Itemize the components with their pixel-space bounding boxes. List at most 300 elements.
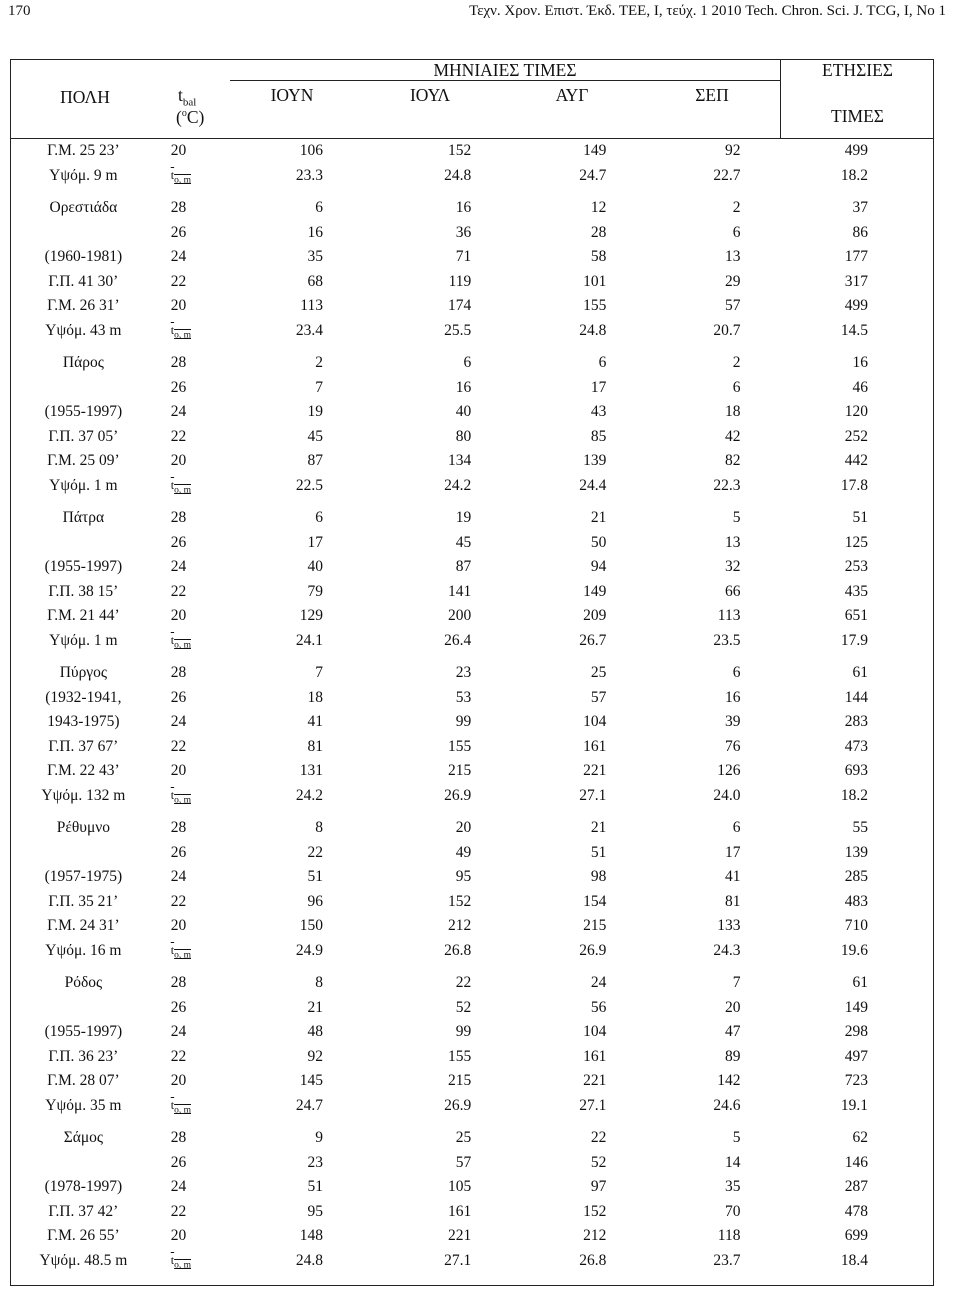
station-info-cell: Γ.Μ. 25 09’ — [47, 452, 120, 470]
tbal-cell: 26 — [170, 1153, 187, 1171]
jul-value: 141 — [448, 582, 472, 600]
sep-value: 126 — [717, 762, 741, 780]
jun-value: 24.1 — [295, 631, 323, 649]
sep-value: 41 — [724, 868, 741, 886]
jun-value: 23 — [307, 1153, 323, 1171]
col-header-jul: ΙΟΥΛ — [409, 85, 451, 105]
tbal-cell: 20 — [170, 607, 187, 625]
table-row — [10, 784, 934, 809]
jun-value: 48 — [307, 1023, 323, 1041]
jul-value: 36 — [455, 223, 472, 241]
jun-value: 106 — [299, 142, 323, 160]
jul-value: 25 — [455, 1129, 472, 1147]
jul-value: 52 — [455, 998, 472, 1016]
station-info-cell: Ρόδος — [64, 974, 103, 992]
station-info-cell: Γ.Π. 37 05’ — [48, 427, 119, 445]
annual-value: 699 — [844, 1227, 868, 1245]
tbal-cell: 28 — [170, 974, 187, 992]
station-info-cell: Υψόμ. 1 m — [49, 631, 118, 649]
tom-subscript: o, m — [174, 795, 191, 806]
annual-value: 298 — [844, 1023, 868, 1041]
jul-value: 57 — [455, 1153, 472, 1171]
tbal-cell: 28 — [170, 664, 187, 682]
station-info-cell — [10, 1151, 157, 1176]
sep-value: 20.7 — [713, 321, 741, 339]
tom-subscript: o, m — [174, 640, 191, 651]
aug-value: 221 — [583, 762, 607, 780]
aug-value: 57 — [590, 688, 607, 706]
station-info-cell: Σάμος — [63, 1129, 104, 1147]
tom-letter: t — [170, 478, 175, 493]
table-row — [10, 139, 934, 164]
station-info-cell: Υψόμ. 1 m — [49, 476, 118, 494]
station-info-cell: Γ.Π. 36 23’ — [48, 1047, 119, 1065]
tbal-unit-degree: o — [181, 108, 187, 120]
jun-value: 95 — [307, 1202, 323, 1220]
sep-value: 6 — [732, 664, 741, 682]
jun-value: 96 — [307, 892, 323, 910]
annual-value: 51 — [852, 509, 868, 527]
sep-value: 14 — [724, 1153, 741, 1171]
station-info-cell: Υψόμ. 35 m — [45, 1096, 122, 1114]
tom-subscript: o, m — [174, 1105, 191, 1116]
table-row — [10, 351, 934, 376]
tbal-cell: 26 — [170, 533, 187, 551]
jul-value: 87 — [455, 558, 472, 576]
mean-temp-symbol — [157, 939, 235, 964]
row-spacer — [10, 963, 934, 971]
aug-value: 21 — [590, 819, 607, 837]
tbal-unit-open: ( — [176, 107, 182, 127]
sep-value: 2 — [732, 199, 741, 217]
sep-value: 24.3 — [713, 941, 741, 959]
tbal-cell: 20 — [170, 297, 187, 315]
table-row — [10, 400, 934, 425]
aug-value: 26.8 — [579, 1251, 607, 1269]
jun-value: 40 — [307, 558, 323, 576]
sep-value: 5 — [732, 509, 741, 527]
annual-value: 177 — [844, 248, 868, 266]
station-info-cell: Ρέθυμνο — [56, 819, 111, 837]
jul-value: 80 — [455, 427, 472, 445]
tbal-cell: 24 — [170, 868, 187, 886]
page-number: 170 — [8, 3, 31, 19]
annual-value: 139 — [844, 843, 868, 861]
jul-value: 212 — [448, 917, 472, 935]
table-row — [10, 759, 934, 784]
jul-value: 161 — [448, 1202, 472, 1220]
tbal-cell: 26 — [170, 378, 187, 396]
aug-value: 58 — [590, 248, 607, 266]
table-row — [10, 164, 934, 189]
tom-letter: t — [170, 168, 175, 183]
sep-value: 20 — [724, 998, 741, 1016]
col-header-annual-1: ΕΤΗΣΙΕΣ — [822, 60, 893, 80]
tom-subscript: o, m — [174, 175, 191, 186]
tbal-cell: 28 — [170, 354, 187, 372]
jun-value: 19 — [307, 403, 323, 421]
jul-value: 119 — [448, 272, 472, 290]
tbal-cell: 28 — [170, 199, 187, 217]
annual-value: 17.8 — [840, 476, 868, 494]
aug-value: 24.8 — [579, 321, 607, 339]
tom-letter: t — [170, 1253, 175, 1268]
jun-value: 8 — [315, 974, 323, 992]
table-row — [10, 996, 934, 1021]
aug-value: 221 — [583, 1072, 607, 1090]
tbal-cell: 26 — [170, 998, 187, 1016]
jul-value: 24.2 — [444, 476, 472, 494]
jun-value: 7 — [315, 664, 323, 682]
table-row — [10, 555, 934, 580]
annual-value: 651 — [844, 607, 868, 625]
mean-temp-symbol — [157, 1249, 235, 1274]
table-row — [10, 425, 934, 450]
col-header-aug: ΑΥΓ — [555, 85, 589, 105]
annual-value: 710 — [844, 917, 868, 935]
sep-value: 133 — [717, 917, 741, 935]
jun-value: 129 — [299, 607, 323, 625]
annual-value: 18.2 — [840, 166, 868, 184]
annual-value: 61 — [852, 664, 868, 682]
table-row — [10, 1249, 934, 1274]
jun-value: 24.9 — [295, 941, 323, 959]
tbal-cell: 24 — [170, 248, 187, 266]
aug-value: 161 — [583, 737, 607, 755]
jul-value: 26.9 — [444, 786, 472, 804]
jun-value: 45 — [307, 427, 323, 445]
tbal-unit-label: C) — [186, 107, 205, 127]
annual-value: 435 — [844, 582, 868, 600]
aug-value: 152 — [583, 1202, 607, 1220]
annual-value: 18.4 — [840, 1251, 868, 1269]
annual-value: 473 — [844, 737, 868, 755]
aug-value: 22 — [590, 1129, 607, 1147]
tbal-cell: 24 — [170, 1023, 187, 1041]
annual-value: 86 — [852, 223, 868, 241]
jun-value: 68 — [307, 272, 323, 290]
row-spacer — [10, 653, 934, 661]
jul-value: 71 — [455, 248, 472, 266]
station-info-cell — [10, 221, 157, 246]
table-row — [10, 245, 934, 270]
sep-value: 23.7 — [713, 1251, 741, 1269]
annual-value: 442 — [844, 452, 868, 470]
jul-value: 27.1 — [444, 1251, 472, 1269]
aug-value: 12 — [590, 199, 607, 217]
tbal-cell: 20 — [170, 917, 187, 935]
annual-value: 253 — [844, 558, 868, 576]
table-row — [10, 841, 934, 866]
annual-value: 283 — [844, 713, 868, 731]
jul-value: 26.4 — [444, 631, 472, 649]
station-info-cell: 1943-1975) — [47, 713, 120, 731]
sep-value: 29 — [724, 272, 741, 290]
jun-value: 22 — [307, 843, 323, 861]
jun-value: 7 — [315, 378, 323, 396]
tbal-symbol: t — [178, 85, 183, 105]
degree-days-table — [10, 139, 934, 1273]
row-spacer — [10, 343, 934, 351]
station-info-cell — [10, 376, 157, 401]
station-info-cell: Υψόμ. 48.5 m — [39, 1251, 128, 1269]
station-info-cell: (1978-1997) — [44, 1178, 123, 1196]
mean-temp-symbol — [157, 164, 235, 189]
sep-value: 13 — [724, 533, 741, 551]
jul-value: 105 — [448, 1178, 472, 1196]
jul-value: 6 — [463, 354, 472, 372]
aug-value: 26.7 — [579, 631, 607, 649]
station-info-cell: Γ.Π. 41 30’ — [48, 272, 119, 290]
jun-value: 92 — [307, 1047, 323, 1065]
aug-value: 209 — [583, 607, 607, 625]
table-body — [10, 139, 934, 1273]
jul-value: 95 — [455, 868, 472, 886]
aug-value: 17 — [590, 378, 607, 396]
jul-value: 19 — [455, 509, 472, 527]
tbal-cell: 20 — [170, 1072, 187, 1090]
sep-value: 16 — [724, 688, 741, 706]
station-info-cell: Γ.Π. 37 67’ — [48, 737, 119, 755]
jun-value: 51 — [307, 868, 323, 886]
jun-value: 8 — [315, 819, 323, 837]
aug-value: 6 — [598, 354, 607, 372]
jun-value: 145 — [299, 1072, 323, 1090]
station-info-cell — [10, 996, 157, 1021]
aug-value: 24 — [590, 974, 607, 992]
tbal-cell: 22 — [170, 272, 187, 290]
jun-value: 87 — [307, 452, 323, 470]
tbal-cell: 22 — [170, 427, 187, 445]
aug-value: 149 — [583, 142, 607, 160]
tbal-cell: 20 — [170, 452, 187, 470]
station-info-cell: (1957-1975) — [44, 868, 123, 886]
jun-value: 22.5 — [295, 476, 323, 494]
station-info-cell: Υψόμ. 43 m — [45, 321, 122, 339]
station-info-cell: Γ.Π. 37 42’ — [48, 1202, 119, 1220]
sep-value: 32 — [724, 558, 741, 576]
jul-value: 134 — [448, 452, 472, 470]
station-info-cell: Υψόμ. 9 m — [49, 166, 118, 184]
aug-value: 26.9 — [579, 941, 607, 959]
tom-subscript: o, m — [174, 950, 191, 961]
sep-value: 24.0 — [713, 786, 741, 804]
annual-value: 478 — [844, 1202, 868, 1220]
jun-value: 17 — [307, 533, 323, 551]
jun-value: 41 — [307, 713, 323, 731]
sep-value: 13 — [724, 248, 741, 266]
tbal-cell: 20 — [170, 762, 187, 780]
table-row — [10, 1200, 934, 1225]
station-info-cell: Υψόμ. 132 m — [41, 786, 126, 804]
sep-value: 23.5 — [713, 631, 741, 649]
aug-value: 101 — [583, 272, 607, 290]
tbal-cell: 22 — [170, 1047, 187, 1065]
tbal-cell: 24 — [170, 403, 187, 421]
table-row — [10, 474, 934, 499]
annual-value: 19.1 — [840, 1096, 868, 1114]
jul-value: 215 — [448, 762, 472, 780]
tbal-cell: 24 — [170, 1178, 187, 1196]
jul-value: 40 — [455, 403, 472, 421]
sep-value: 81 — [724, 892, 741, 910]
sep-value: 22.7 — [713, 166, 741, 184]
station-info-cell: Γ.Μ. 28 07’ — [47, 1072, 120, 1090]
col-header-sep: ΣΕΠ — [695, 85, 729, 105]
sep-value: 113 — [717, 607, 741, 625]
table-row — [10, 1045, 934, 1070]
table-row — [10, 196, 934, 221]
annual-value: 317 — [844, 272, 868, 290]
annual-value: 149 — [844, 998, 868, 1016]
table-row — [10, 1224, 934, 1249]
aug-value: 215 — [583, 917, 607, 935]
jun-value: 81 — [307, 737, 323, 755]
row-spacer — [10, 188, 934, 196]
annual-value: 16 — [852, 354, 868, 372]
sep-value: 42 — [724, 427, 741, 445]
sep-value: 5 — [732, 1129, 741, 1147]
aug-value: 104 — [583, 1023, 607, 1041]
jul-value: 215 — [448, 1072, 472, 1090]
jul-value: 152 — [448, 892, 472, 910]
tom-letter: t — [170, 788, 175, 803]
annual-value: 125 — [844, 533, 868, 551]
table-row — [10, 1020, 934, 1045]
station-info-cell: Υψόμ. 16 m — [45, 941, 122, 959]
col-header-annual-2: ΤΙΜΕΣ — [831, 106, 884, 126]
mean-temp-symbol — [157, 1094, 235, 1119]
sep-value: 47 — [724, 1023, 741, 1041]
sep-value: 2 — [732, 354, 741, 372]
aug-value: 24.4 — [579, 476, 607, 494]
table-row — [10, 816, 934, 841]
jun-value: 6 — [315, 509, 323, 527]
jun-value: 9 — [315, 1129, 323, 1147]
table-row — [10, 914, 934, 939]
tbal-cell: 20 — [170, 1227, 187, 1245]
sep-value: 18 — [724, 403, 741, 421]
tbal-cell: 28 — [170, 1129, 187, 1147]
jul-value: 22 — [455, 974, 472, 992]
aug-value: 28 — [590, 223, 607, 241]
jul-value: 26.9 — [444, 1096, 472, 1114]
tbal-cell: 22 — [170, 892, 187, 910]
jul-value: 24.8 — [444, 166, 472, 184]
aug-value: 94 — [590, 558, 607, 576]
jul-value: 16 — [455, 378, 472, 396]
aug-value: 161 — [583, 1047, 607, 1065]
aug-value: 154 — [583, 892, 607, 910]
table-row — [10, 531, 934, 556]
tbal-cell: 22 — [170, 1202, 187, 1220]
tbal-cell: 22 — [170, 737, 187, 755]
tbal-cell: 24 — [170, 713, 187, 731]
jun-value: 24.7 — [295, 1096, 323, 1114]
table-row — [10, 686, 934, 711]
mean-temp-symbol — [157, 474, 235, 499]
table-row — [10, 580, 934, 605]
sep-value: 70 — [724, 1202, 741, 1220]
tbal-cell: 26 — [170, 843, 187, 861]
station-info-cell: (1932-1941, — [45, 688, 122, 706]
table-row — [10, 1094, 934, 1119]
jun-value: 35 — [307, 248, 323, 266]
sep-value: 6 — [732, 378, 741, 396]
sep-value: 118 — [717, 1227, 741, 1245]
annual-value: 144 — [844, 688, 868, 706]
aug-value: 97 — [590, 1178, 607, 1196]
table-row — [10, 939, 934, 964]
station-info-cell: Γ.Μ. 26 31’ — [47, 297, 120, 315]
tom-subscript: o, m — [174, 485, 191, 496]
jul-value: 53 — [455, 688, 472, 706]
jul-value: 200 — [448, 607, 472, 625]
col-header-monthly: ΜΗΝΙΑΙΕΣ ΤΙΜΕΣ — [433, 60, 577, 80]
annual-value: 37 — [852, 199, 868, 217]
annual-value: 499 — [844, 142, 868, 160]
tbal-cell: 22 — [170, 582, 187, 600]
aug-value: 21 — [590, 509, 607, 527]
annual-value: 285 — [844, 868, 868, 886]
jul-value: 99 — [455, 713, 472, 731]
row-spacer — [10, 498, 934, 506]
station-info-cell: (1955-1997) — [44, 558, 123, 576]
sep-value: 92 — [724, 142, 741, 160]
aug-value: 155 — [583, 297, 607, 315]
station-info-cell: Γ.Μ. 25 23’ — [47, 142, 120, 160]
jul-value: 20 — [455, 819, 472, 837]
mean-temp-symbol — [157, 629, 235, 654]
table-row — [10, 319, 934, 344]
table-row — [10, 1126, 934, 1151]
annual-value: 693 — [844, 762, 868, 780]
jun-value: 18 — [307, 688, 323, 706]
annual-value: 18.2 — [840, 786, 868, 804]
station-info-cell: Γ.Μ. 21 44’ — [47, 607, 120, 625]
annual-value: 19.6 — [840, 941, 868, 959]
sep-value: 39 — [724, 713, 741, 731]
tom-letter: t — [170, 1098, 175, 1113]
annual-value: 17.9 — [840, 631, 868, 649]
table-row — [10, 710, 934, 735]
table-row — [10, 890, 934, 915]
annual-value: 62 — [852, 1129, 868, 1147]
jun-value: 131 — [299, 762, 323, 780]
station-info-cell: (1955-1997) — [44, 403, 123, 421]
annual-value: 46 — [852, 378, 868, 396]
tom-subscript: o, m — [174, 1260, 191, 1271]
sep-value: 35 — [724, 1178, 741, 1196]
annual-value: 287 — [844, 1178, 868, 1196]
station-info-cell: Ορεστιάδα — [49, 199, 118, 217]
table-row — [10, 735, 934, 760]
tbal-cell: 24 — [170, 558, 187, 576]
sep-value: 89 — [724, 1047, 741, 1065]
jun-value: 2 — [315, 354, 323, 372]
sep-value: 57 — [724, 297, 741, 315]
tbal-cell: 26 — [170, 688, 187, 706]
table-row — [10, 449, 934, 474]
table-row — [10, 604, 934, 629]
table-row — [10, 1175, 934, 1200]
tbal-cell: 28 — [170, 819, 187, 837]
jul-value: 25.5 — [444, 321, 472, 339]
station-info-cell: Πύργος — [59, 664, 108, 682]
jun-value: 113 — [300, 297, 323, 315]
annual-value: 483 — [844, 892, 868, 910]
jul-value: 99 — [455, 1023, 472, 1041]
